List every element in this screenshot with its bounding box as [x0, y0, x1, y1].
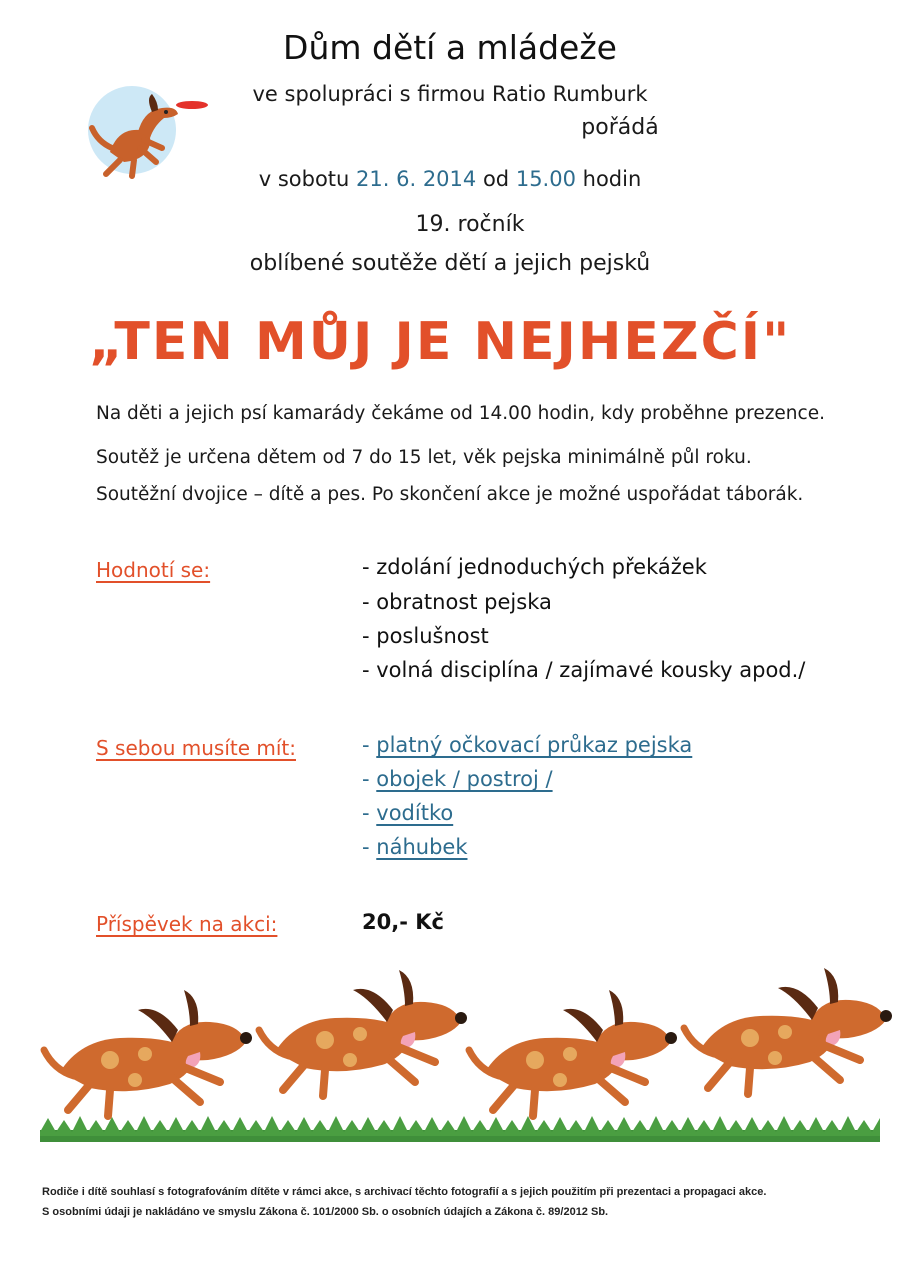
edition-line: 19. ročník — [415, 212, 525, 237]
date-mid: od — [482, 167, 510, 191]
evaluation-item: - obratnost pejska — [362, 590, 552, 614]
grass-strip — [40, 1116, 880, 1142]
bring-item: - vodítko — [362, 801, 454, 825]
info-line-3: Soutěžní dvojice – dítě a pes. Po skončení akce je možné uspořádat táborák. — [96, 484, 804, 505]
bring-label: S sebou musíte mít: — [96, 736, 296, 760]
organizer-title: Dům dětí a mládeže — [283, 28, 617, 67]
date-line — [0, 167, 900, 191]
subtitle-line: oblíbené soutěže dětí a jejich pejsků — [249, 251, 651, 276]
info-line-1: Na děti a jejich psí kamarády čekáme od 14.00 hodin, kdy proběhne prezence. — [96, 403, 825, 424]
date-suffix: hodin — [582, 167, 642, 191]
info-line-2: Soutěž je určena dětem od 7 do 15 let, věk pejska minimálně půl roku. — [96, 447, 752, 468]
date-prefix: v sobotu — [258, 167, 350, 191]
event-time: 15.00 — [515, 167, 576, 191]
evaluation-item: - volná disciplína / zajímavé kousky apod./ — [362, 658, 806, 682]
bring-item: - obojek / postroj / — [362, 767, 553, 791]
running-dogs-illustration — [0, 950, 900, 1170]
event-title: „TEN MŮJ JE NEJHEZČÍ" — [88, 312, 792, 372]
fee-value: 20,- Kč — [362, 910, 444, 934]
evaluation-label: Hodnotí se: — [96, 558, 211, 582]
evaluation-item: - poslušnost — [362, 624, 489, 648]
footer-gdpr: S osobními údaji je nakládáno ve smyslu Zákona č. 101/2000 Sb. o osobních údajích a Zákona č. 89/2012 Sb. — [42, 1206, 609, 1218]
event-date: 21. 6. 2014 — [356, 167, 477, 191]
evaluation-item: - zdolání jednoduchých překážek — [362, 555, 707, 579]
fee-label: Příspěvek na akci: — [96, 912, 278, 936]
bring-item: - platný očkovací průkaz pejska — [362, 733, 693, 757]
organizes-line: pořádá — [581, 115, 659, 140]
cooperation-line: ve spolupráci s firmou Ratio Rumburk — [252, 82, 648, 106]
bring-item: - náhubek — [362, 835, 468, 859]
footer-consent: Rodiče i dítě souhlasí s fotografováním dítěte v rámci akce, s archivací těchto fotografií a s jejich použitím při prezentaci a propagaci akce. — [42, 1186, 767, 1198]
